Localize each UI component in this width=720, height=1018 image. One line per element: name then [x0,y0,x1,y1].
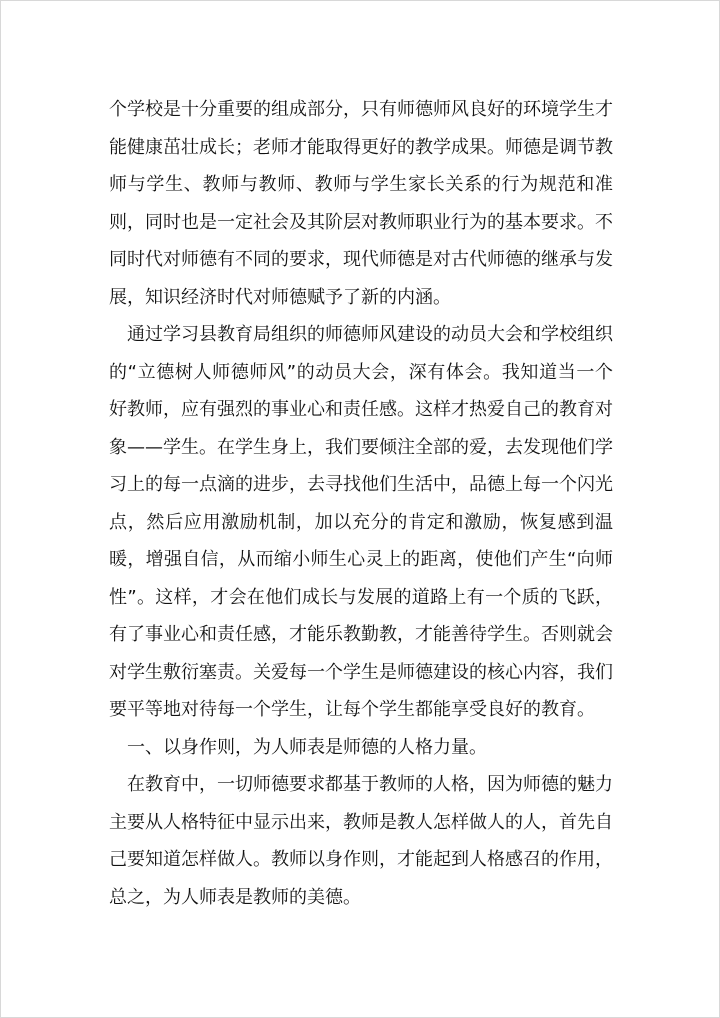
document-body [109,91,613,916]
paragraph-continuation: 个学校是十分重要的组成部分，只有师德师风良好的环境学生才能健康茁壮成长；老师才能取得更好的教学成果。师德是调节教师与学生、教师与教师、教师与学生家长关系的行为规范和准则，同时也是一定社会及其阶层对教师职业行为的基本要求。不同时代对师德有不同的要求，现代师德是对古代师德的继承与发展，知识经济时代对师德赋予了新的内涵。 [109,99,613,308]
section-heading-lead-by-example: 一、以身作则，为人师表是师德的人格力量。 [127,736,487,758]
paragraph-study-experience: 通过学习县教育局组织的师德师风建设的动员大会和学校组织的“立德树人师德师风”的动员大会，深有体会。我知道当一个好教师，应有强烈的事业心和责任感。这样才热爱自己的教育对象——学生。在学生身上，我们要倾注全部的爱，去发现他们学习上的每一点滴的进步，去寻找他们生活中，品德上每一个闪光点，然后应用激励机制，加以充分的肯定和激励，恢复感到温暖，增强自信，从而缩小师生心灵上的距离，使他们产生“向师性”。这样，才会在他们成长与发展的道路上有一个质的飞跃，有了事业心和责任感，才能乐教勤教，才能善待学生。否则就会对学生敷衍塞责。关爱每一个学生是师德建设的核心内容，我们要平等地对待每一个学生，让每个学生都能享受良好的教育。 [109,324,613,720]
paragraph-teacher-personality: 在教育中，一切师德要求都基于教师的人格，因为师德的魅力主要从人格特征中显示出来，教师是教人怎样做人的人，首先自己要知道怎样做人。教师以身作则，才能起到人格感召的作用，总之，为人师表是教师的美德。 [109,774,613,908]
